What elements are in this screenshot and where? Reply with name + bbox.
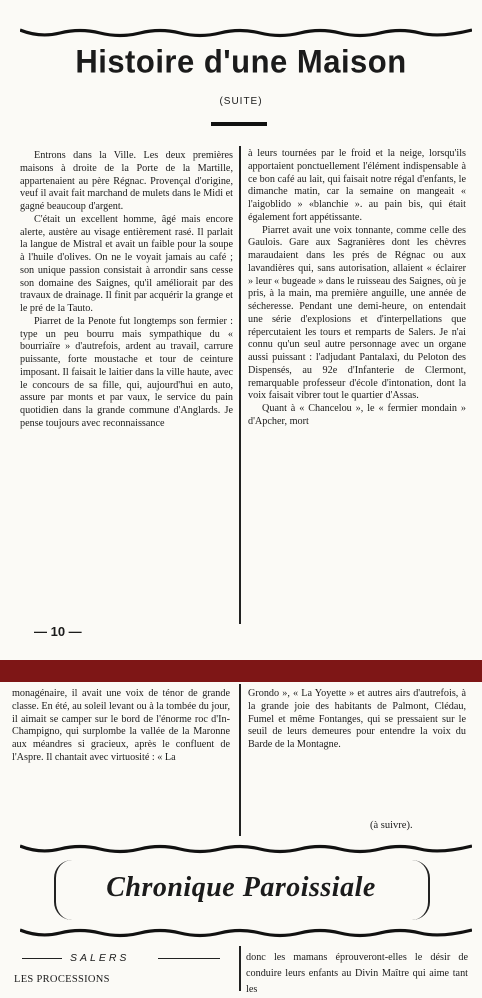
paragraph: Grondo », « La Yoyette » et autres airs d'autrefois, à la grande joie des habitants de Palmont, Clédau, Fumel et même Fontanges, qui se pressaient sur le seuil de leurs demeures pour entendre la voix du Barde de la Montagne. (248, 688, 466, 750)
page-separator-band (0, 660, 482, 682)
place-rule-left (22, 958, 62, 959)
paragraph: Piarret avait une voix tonnante, comme celle des Gaulois. Gare aux Sagranières dont les chèvres maraudaient dans les prés de Régnac ou aux lavandières qui, sans autorisation, allaient « éclairer » leur « bugeade » dans le ruisseau des Saignes, où je pris, à la main, ma première anguille, une année de sécheresse. Pendant une demi-heure, on entendait une série d'explosions et d'interpellations que répercutaient les tours et remparts de Salers. Je n'ai connu qu'un seul autre personnage avec un organe aussi puissant : l'adjudant Pantalaxi, du Peloton des Dispensés, au 92e d'Infanterie de Clermont, remarquable professeur d'école d'intonation, dont la voix faisait vibrer tout le quartier d'Assas. (248, 224, 466, 402)
paragraph: monagénaire, il avait une voix de ténor de grande classe. En été, au soleil levant ou à la tombée du jour, il aimait se camper sur le bord de l'énorme roc d'In-Champigno, qui surplombe la vallée de la Maronne aux méandres si gracieux, après le confluent de l'Aspre. Il chantait avec virtuosité : « La (12, 688, 230, 763)
wavy-rule-middle (20, 842, 472, 856)
wavy-rule-bottom (20, 926, 472, 940)
article-subtitle: (SUITE) (219, 96, 263, 107)
paragraph: à leurs tournées par le froid et la neige, lorsqu'ils apportaient ponctuellement l'élément indispensable à ce bon café au lait, qui faisait notre régal d'enfants, le dimanche matin, car la semaine on mangeait « l'aigoblido » «blanchie ». au pain bis, qui était également fort appétissante. (248, 148, 466, 223)
column-divider (239, 946, 241, 991)
page-number: — 10 — (34, 624, 82, 639)
article-column-3 (12, 688, 230, 765)
section-heading: LES PROCESSIONS (14, 974, 110, 985)
article-title: Histoire d'une Maison (75, 43, 407, 80)
paragraph: Piarret de la Penote fut longtemps son fermier : type un peu bourru mais sympathique du « bourriaïre » d'autrefois, ardent au travail, carrure puissante, forte moustache et tour de ceinture imposant. Il faisait le laitier dans la ville haute, avec le concours de sa fille, qui, aujourd'hui en auto, assure par monts et par vaux, le service du pain quotidien dans la grande commune d'Anglards. Je pense toujours avec reconnaissance (20, 315, 233, 429)
article-column-2 (248, 148, 466, 429)
column-divider (239, 684, 241, 836)
wavy-rule-top (20, 26, 472, 40)
paragraph: Quant à « Chancelou », le « fermier mondain » d'Apcher, mort (248, 403, 466, 427)
to-follow-note: (à suivre). (370, 820, 413, 831)
place-rule-right (158, 958, 220, 959)
place-heading: SALERS (70, 952, 130, 964)
article-column-1 (20, 150, 233, 431)
chronique-title: Chronique Paroissiale (106, 872, 376, 903)
column-divider (239, 146, 241, 624)
subtitle-rule (211, 122, 267, 126)
article-column-4 (248, 688, 466, 752)
paragraph: C'était un excellent homme, âgé mais encore alerte, austère au visage entièrement rasé. Il parlait la langue de Mistral et avait un faible pour la soupe à l'huile d'olives. On ne le voyait jamais au café ; son unique passion consistait à arrondir sans cesse son domaine des Saignes, qu'il améliorait par des travaux de drainage. Il finit par acquérir la grange et le pré de la Tauto. (20, 213, 233, 314)
paragraph: Entrons dans la Ville. Les deux premières maisons à droite de la Porte de la Martille, appartenaient au père Régnac. Provençal d'origine, veuf il avait fait marchand de mulets dans le Midi et gagné beaucoup d'argent. (20, 150, 233, 212)
chronique-text: donc les mamans éprouveront-elles le désir de conduire leurs enfants au Divin Maître qui aime tant les (246, 952, 468, 995)
